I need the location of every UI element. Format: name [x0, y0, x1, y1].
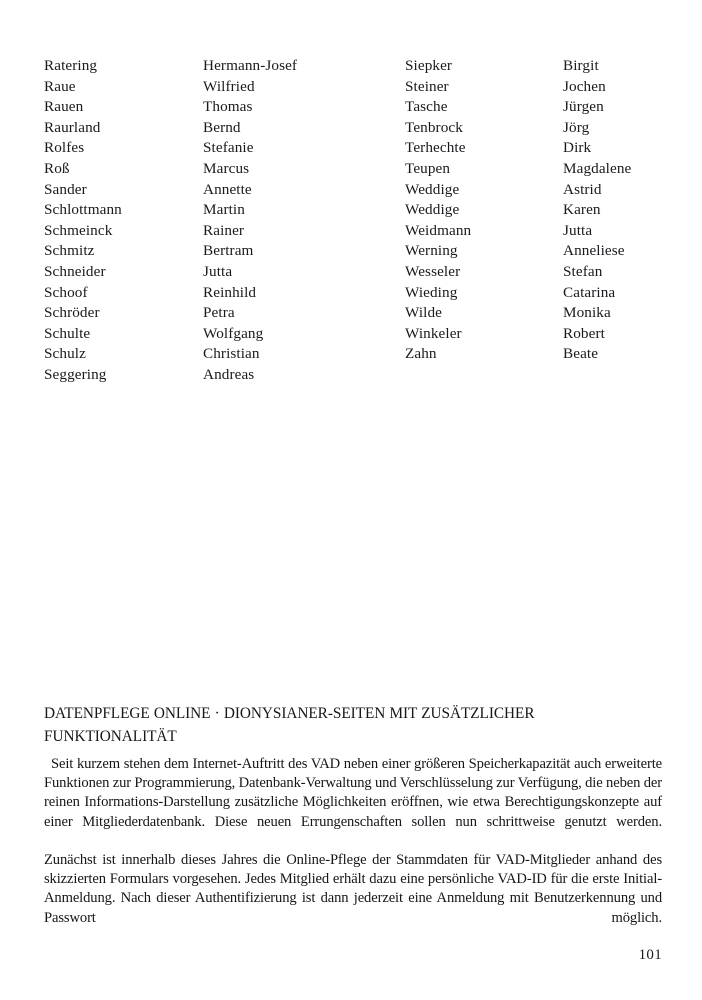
- name-row: [44, 303, 664, 324]
- name-cell-surname: Rolfes: [44, 139, 85, 157]
- name-row: [44, 118, 664, 139]
- name-cell-surname-2: Werning: [405, 242, 458, 260]
- name-row: [44, 324, 664, 345]
- name-cell-surname: Sander: [44, 180, 87, 198]
- name-cell-surname: Schlottmann: [44, 201, 122, 219]
- name-cell-surname-2: Zahn: [405, 345, 437, 363]
- name-cell-surname: Schmeinck: [44, 221, 113, 239]
- name-row: [44, 200, 664, 221]
- name-cell-given-name: Reinhild: [203, 283, 257, 301]
- name-row: [44, 221, 664, 242]
- name-row: [44, 344, 664, 365]
- article-paragraph-2: Zunächst ist innerhalb dieses Jahres die Online-Pflege der Stammdaten für VAD-Mitglieder anhand des skizzierten Formulars vorgesehen. Jedes Mitglied erhält dazu eine persönliche VAD-ID für die erste Initial-Anmeldung. Nach dieser Authentifizierung ist dann jederzeit eine Anmeldung mit Benutzerkennung und Passwort möglich.: [44, 852, 662, 926]
- name-cell-given-name-2: Anneliese: [563, 242, 625, 260]
- article-heading: DATENPFLEGE ONLINE · DIONYSIANER-SEITEN MIT ZUSÄTZLICHER FUNKTIONALITÄT: [44, 705, 535, 745]
- name-cell-surname-2: Wilde: [405, 304, 442, 322]
- name-cell-given-name-2: Astrid: [563, 180, 602, 198]
- name-row: [44, 159, 664, 180]
- name-cell-given-name: Petra: [203, 304, 235, 322]
- name-cell-surname-2: Weddige: [405, 201, 460, 219]
- name-cell-surname-2: Steiner: [405, 77, 449, 95]
- name-cell-given-name: Wolfgang: [203, 324, 264, 342]
- name-cell-surname: Roß: [44, 159, 70, 177]
- name-cell-surname-2: Tasche: [405, 98, 448, 116]
- name-row: [44, 180, 664, 201]
- name-cell-surname-2: Winkeler: [405, 324, 462, 342]
- name-cell-given-name-2: Robert: [563, 324, 605, 342]
- name-cell-given-name-2: Magdalene: [563, 159, 632, 177]
- page-number: 101: [638, 947, 662, 963]
- name-cell-surname-2: Weidmann: [405, 221, 472, 239]
- name-cell-given-name: Bernd: [203, 118, 241, 136]
- name-cell-surname-2: Weddige: [405, 180, 460, 198]
- name-cell-given-name-2: Jörg: [563, 118, 590, 136]
- name-cell-given-name-2: Beate: [563, 345, 599, 363]
- name-cell-surname: Schmitz: [44, 242, 95, 260]
- article-section: [44, 703, 662, 947]
- name-row: [44, 138, 664, 159]
- name-cell-given-name: Marcus: [203, 159, 250, 177]
- name-cell-surname: Schoof: [44, 283, 88, 301]
- name-cell-surname-2: Siepker: [405, 57, 453, 74]
- name-cell-given-name: Martin: [203, 201, 245, 219]
- name-cell-given-name-2: Jochen: [563, 77, 606, 95]
- name-cell-given-name-2: Karen: [563, 201, 601, 219]
- name-cell-given-name-2: Stefan: [563, 262, 603, 280]
- name-cell-surname: Raue: [44, 77, 76, 95]
- article-paragraph-1: Seit kurzem stehen dem Internet-Auftritt des VAD neben einer größeren Speicherkapazität auch erweiterte Funktionen zur Programmierung, Datenbank-Verwaltung und Verschlüsselung zur Verfügung, die neben der reinen Informations-Darstellung zusätzliche Möglichkeiten eröffnen, wie etwa Berechtigungskonzepte auf einer Mitgliederdatenbank. Diese neuen Errungenschaften sollen nun schrittweise genutzt werden.: [44, 756, 662, 830]
- name-cell-given-name: Stefanie: [203, 139, 254, 157]
- name-cell-surname: Ratering: [44, 57, 98, 74]
- name-cell-given-name-2: Catarina: [563, 283, 616, 301]
- name-cell-given-name-2: Monika: [563, 304, 611, 322]
- name-cell-given-name-2: Dirk: [563, 139, 592, 157]
- name-cell-surname: Schulte: [44, 324, 91, 342]
- name-row: [44, 262, 664, 283]
- name-cell-surname: Schulz: [44, 345, 86, 363]
- name-cell-surname: Schneider: [44, 262, 106, 280]
- name-row: [44, 283, 664, 304]
- name-cell-surname-2: Tenbrock: [405, 118, 463, 136]
- name-cell-surname: Seggering: [44, 365, 107, 383]
- name-cell-given-name-2: Jutta: [563, 221, 593, 239]
- name-cell-given-name: Bertram: [203, 242, 254, 260]
- member-name-list: [44, 56, 664, 386]
- name-row: [44, 241, 664, 262]
- name-cell-given-name: Jutta: [203, 262, 233, 280]
- name-cell-given-name-2: Jürgen: [563, 98, 604, 116]
- name-cell-surname-2: Wesseler: [405, 262, 461, 280]
- name-cell-surname: Rauen: [44, 98, 84, 116]
- name-cell-surname-2: Terhechte: [405, 139, 466, 157]
- name-row: [44, 56, 664, 77]
- name-cell-given-name: Wilfried: [203, 77, 255, 95]
- name-row: [44, 77, 664, 98]
- name-row: [44, 365, 664, 386]
- name-cell-given-name-2: Birgit: [563, 57, 599, 74]
- name-cell-given-name: Hermann-Josef: [203, 57, 298, 74]
- name-cell-given-name: Andreas: [203, 365, 255, 383]
- name-cell-surname-2: Teupen: [405, 159, 451, 177]
- name-cell-given-name: Christian: [203, 345, 260, 363]
- name-row: [44, 97, 664, 118]
- name-cell-given-name: Rainer: [203, 221, 245, 239]
- name-cell-surname: Schröder: [44, 304, 100, 322]
- name-cell-surname: Raurland: [44, 118, 101, 136]
- name-cell-given-name: Annette: [203, 180, 252, 198]
- name-cell-surname-2: Wieding: [405, 283, 458, 301]
- name-cell-given-name: Thomas: [203, 98, 253, 116]
